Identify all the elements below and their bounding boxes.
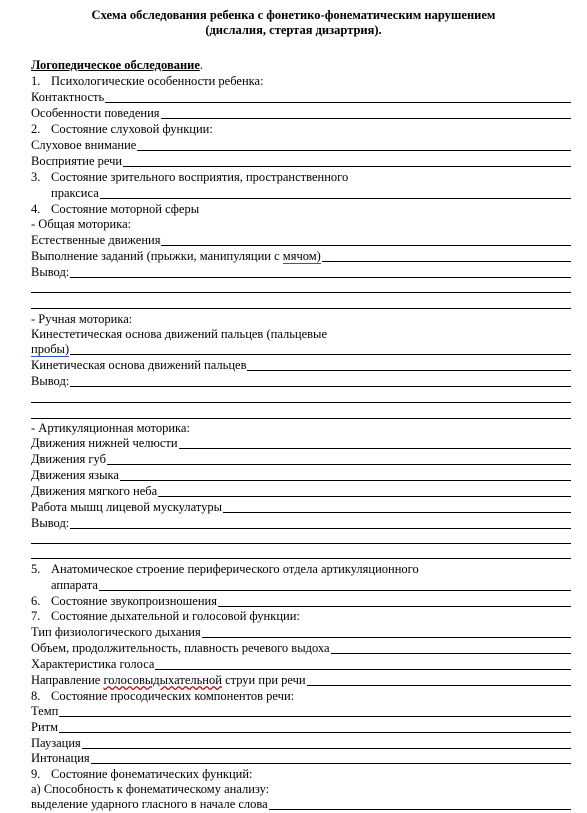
- blank-line[interactable]: [120, 467, 571, 481]
- field-label: Слуховое внимание: [31, 138, 137, 152]
- field-label: Контактность: [31, 90, 105, 104]
- item-7-header: [31, 608, 571, 624]
- field-auditory-attention[interactable]: [31, 137, 571, 153]
- field-label: Движения нижней челюсти: [31, 436, 178, 450]
- item-number: 9.: [31, 767, 41, 781]
- item-number: 7.: [31, 609, 41, 623]
- blank-line[interactable]: [155, 656, 571, 670]
- field-soft-palate[interactable]: [31, 483, 571, 499]
- blank-line[interactable]: [137, 137, 571, 151]
- blank-line[interactable]: [223, 499, 571, 513]
- field-breathing-type[interactable]: [31, 624, 571, 640]
- item-2-header: [31, 121, 571, 137]
- field-label: Вывод:: [31, 265, 70, 279]
- field-label: Кинетическая основа движений пальцев: [31, 358, 247, 372]
- item-label: Состояние дыхательной и голосовой функции:: [51, 609, 300, 623]
- subsection-fine-motor: [31, 311, 571, 327]
- item-label: Состояние зрительного восприятия, пространственного: [51, 170, 349, 184]
- title-line-1: Схема обследования ребенка с фонетико-фонематическим нарушением: [91, 8, 496, 22]
- field-tempo[interactable]: [31, 703, 571, 719]
- item-6[interactable]: [31, 593, 571, 609]
- blank-line[interactable]: [123, 153, 571, 167]
- field-label: Ритм: [31, 720, 59, 734]
- field-tasks[interactable]: [31, 248, 571, 264]
- field-conclusion-articulation[interactable]: [31, 515, 571, 531]
- subsection-articulation: [31, 420, 571, 436]
- field-label: Характеристика голоса: [31, 657, 155, 671]
- field-label: Объем, продолжительность, плавность речевого выдоха: [31, 641, 330, 655]
- field-label: Работа мышц лицевой мускулатуры: [31, 500, 222, 514]
- blank-line[interactable]: [100, 185, 571, 199]
- field-kinetic[interactable]: [31, 357, 571, 373]
- blank-line[interactable]: [179, 435, 571, 449]
- blank-line[interactable]: [105, 89, 571, 103]
- field-label: пробы): [31, 342, 70, 356]
- item-1-header: [31, 73, 571, 89]
- field-label: Направление голосовыдыхательной струи при речи: [31, 673, 306, 687]
- field-label: праксиса: [51, 186, 99, 200]
- subsection-label: а) Способность к фонематическому анализу:: [31, 782, 270, 796]
- blank-line[interactable]: [31, 292, 571, 293]
- item-8-header: [31, 688, 571, 704]
- field-rhythm[interactable]: [31, 719, 571, 735]
- subsection-label: - Общая моторика:: [31, 217, 132, 231]
- blank-line[interactable]: [70, 373, 571, 387]
- blank-line[interactable]: [331, 640, 571, 654]
- item-3-header: [31, 169, 571, 185]
- item-number: 4.: [31, 202, 41, 216]
- blank-line[interactable]: [70, 515, 571, 529]
- blank-line[interactable]: [161, 105, 571, 119]
- field-label: Тип физиологического дыхания: [31, 625, 201, 639]
- blank-line[interactable]: [31, 308, 571, 309]
- section-heading: [31, 57, 571, 73]
- field-behavior[interactable]: [31, 105, 571, 121]
- field-label: Интонация: [31, 751, 90, 765]
- item-number: 2.: [31, 122, 41, 136]
- field-label: Кинестетическая основа движений пальцев (пальцевые: [31, 327, 327, 341]
- item-label: Состояние просодических компонентов речи:: [51, 689, 295, 703]
- field-label: 6. Состояние звукопроизношения: [31, 594, 217, 608]
- field-label: выделение ударного гласного в начале слова: [31, 797, 268, 811]
- blank-line[interactable]: [70, 341, 571, 355]
- field-label: Паузация: [31, 736, 81, 750]
- field-speech-perception[interactable]: [31, 153, 571, 169]
- field-label: Вывод:: [31, 374, 70, 388]
- blank-line[interactable]: [161, 232, 571, 246]
- blank-line[interactable]: [31, 543, 571, 544]
- blank-line[interactable]: [247, 357, 571, 371]
- subsection-label: - Ручная моторика:: [31, 312, 133, 326]
- field-airstream[interactable]: [31, 672, 571, 688]
- blank-line[interactable]: [322, 248, 571, 262]
- blank-line[interactable]: [99, 577, 571, 591]
- blank-line[interactable]: [59, 703, 571, 717]
- item-9-header: [31, 766, 571, 782]
- field-intonation[interactable]: [31, 750, 571, 766]
- field-contact[interactable]: [31, 89, 571, 105]
- blank-line[interactable]: [31, 558, 571, 559]
- field-kinesthetic-line1: [31, 326, 571, 342]
- field-conclusion-fine[interactable]: [31, 373, 571, 389]
- field-label: Движения губ: [31, 452, 106, 466]
- field-tongue[interactable]: [31, 467, 571, 483]
- field-kinesthetic[interactable]: [31, 341, 571, 357]
- item-label: Состояние слуховой функции:: [51, 122, 213, 136]
- field-voice[interactable]: [31, 656, 571, 672]
- subsection-general-motor: [31, 216, 571, 232]
- field-label: аппарата: [51, 578, 98, 592]
- item-label: Психологические особенности ребенка:: [51, 74, 264, 88]
- blank-line[interactable]: [202, 624, 571, 638]
- item-number: 3.: [31, 170, 41, 184]
- item-number: 5.: [31, 562, 41, 576]
- field-apparatus[interactable]: [31, 577, 571, 593]
- blank-line[interactable]: [70, 264, 571, 278]
- blank-line[interactable]: [31, 418, 571, 419]
- field-stressed-vowel[interactable]: [31, 796, 571, 812]
- blank-line[interactable]: [31, 402, 571, 403]
- field-jaw[interactable]: [31, 435, 571, 451]
- field-exhale[interactable]: [31, 640, 571, 656]
- subsection-label: - Артикуляционная моторика:: [31, 421, 190, 435]
- field-natural-movements[interactable]: [31, 232, 571, 248]
- item-number: 8.: [31, 689, 41, 703]
- field-label: Темп: [31, 704, 59, 718]
- item-label: Анатомическое строение периферического отдела артикуляционного: [51, 562, 419, 576]
- field-label: Движения языка: [31, 468, 119, 482]
- blank-line[interactable]: [307, 672, 571, 686]
- item-label: Состояние фонематических функций:: [51, 767, 253, 781]
- title-line-2: (дислалия, стертая дизартрия).: [205, 23, 382, 37]
- field-lips[interactable]: [31, 451, 571, 467]
- item-4-header: [31, 201, 571, 217]
- document-title: [0, 8, 587, 38]
- blank-line[interactable]: [91, 750, 571, 764]
- blank-line[interactable]: [269, 796, 571, 810]
- field-label: Естественные движения: [31, 233, 161, 247]
- field-label: Вывод:: [31, 516, 70, 530]
- blank-line[interactable]: [107, 451, 571, 465]
- blank-line[interactable]: [59, 719, 571, 733]
- field-label: Выполнение заданий (прыжки, манипуляции с мячом): [31, 249, 321, 263]
- blank-line[interactable]: [158, 483, 571, 497]
- blank-line[interactable]: [218, 593, 571, 607]
- field-praxis[interactable]: [31, 185, 571, 201]
- blank-line[interactable]: [82, 735, 571, 749]
- field-label: Особенности поведения: [31, 106, 160, 120]
- field-label: Движения мягкого неба: [31, 484, 158, 498]
- field-pausing[interactable]: [31, 735, 571, 751]
- field-conclusion-general[interactable]: [31, 264, 571, 280]
- subsection-phonemic-analysis: [31, 781, 571, 797]
- heading-dot: .: [199, 58, 204, 72]
- item-label: Состояние моторной сферы: [51, 202, 200, 216]
- field-facial-muscles[interactable]: [31, 499, 571, 515]
- field-label: Восприятие речи: [31, 154, 123, 168]
- item-5-header: [31, 561, 571, 577]
- item-number: 1.: [31, 74, 41, 88]
- heading-text: Логопедическое обследование: [31, 58, 200, 72]
